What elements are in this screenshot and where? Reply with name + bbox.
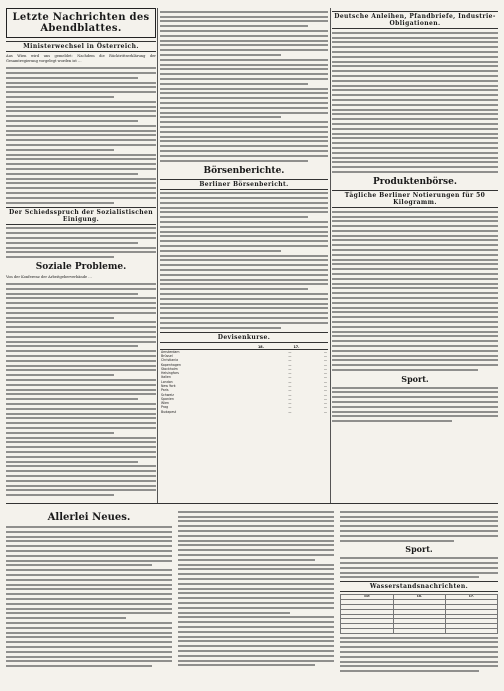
article-body [6,67,156,203]
article-body [6,526,172,667]
article-body [332,387,498,423]
table-cell: — [323,396,327,401]
table-cell: — [288,392,292,397]
table-cell: Stockholm [161,366,178,371]
section-heading: Sport. [401,373,429,384]
table-cell: — [323,371,327,376]
table-cell: — [288,388,292,393]
article-body [340,557,498,578]
table-cell: — [288,405,292,410]
table-title: Devisenkurse. [160,332,328,343]
table-header: 17. [292,345,328,350]
table-cell: — [288,383,292,388]
table-cell: — [288,349,292,354]
article-body [340,511,498,542]
table-cell: — [288,366,292,371]
table-title: Deutsche Anleihen, Pfandbriefe, Industrie-Obligationen. [332,11,498,29]
table-cell: — [288,375,292,380]
header-title: Letzte Nachrichten des Abendblattes. [12,12,150,34]
header-box [6,8,156,38]
section-heading: Allerlei Neues. [47,512,131,523]
subsection-heading: Tägliche Berliner Notierungen für 50 Kilogramm. [332,190,498,208]
table-cell: — [288,362,292,367]
table-cell: Brüssel [161,353,173,358]
table-cell: — [288,358,292,363]
article-body [178,511,334,667]
section-heading: Börsenberichte. [203,165,285,176]
table-cell: Paris [161,388,169,393]
table-cell: Prag [161,405,169,410]
table-cell: — [323,358,327,363]
table-title: Wasserstandsnachrichten. [340,581,498,592]
article-lead: Aus Wien wird uns gemeldet: Nachdem die Rücktrittserklärung der Gesamtregierung vorgelegt worden ist … [6,54,156,64]
table-cell: Schweiz [161,392,174,397]
exchange-rate-table [160,345,328,414]
table-cell: — [323,392,327,397]
table-cell: — [323,401,327,406]
column-bottom-right [340,508,498,675]
table-cell: London [161,379,173,384]
bond-table [332,32,498,173]
column-middle [160,8,328,414]
table-cell: — [323,379,327,384]
table-cell: — [288,401,292,406]
table-cell: — [323,362,327,367]
table-cell: — [323,409,327,414]
column-divider [157,8,158,503]
section-heading: Soziale Probleme. [35,262,127,273]
table-cell: — [323,349,327,354]
table-header: 18. [257,345,293,350]
table-cell: — [323,375,327,380]
table-cell: Christiania [161,358,179,363]
column-bottom-left [6,508,172,670]
article-body [160,192,328,328]
table-cell: Italien [161,375,171,380]
article-body [340,637,498,673]
column-bottom-middle [178,508,334,669]
table-cell: Spanien [161,396,174,401]
table-cell: Kopenhagen [161,362,181,367]
table-cell: — [288,379,292,384]
water-level-table [340,594,498,633]
section-heading: Ministerwechsel in Österreich. [6,41,156,52]
column-left [6,8,156,499]
article-body [160,11,328,162]
article-lead: Von der Konferenz der Arbeitgeberverbände … [6,275,92,280]
table-cell: Budapest [161,409,177,414]
table-header: 17. [445,595,497,600]
table-header: 18. [393,595,445,600]
subsection-heading: Berliner Börsenbericht. [160,179,328,190]
table-cell: New York [161,383,176,388]
column-right [332,8,498,425]
column-divider [330,8,331,503]
table-cell: — [323,388,327,393]
table-cell: Wien [161,401,169,406]
table-cell: Amsterdam [161,349,180,354]
section-heading: Sport. [405,544,433,555]
table-cell: Helsingfors [161,371,179,376]
table-cell: — [323,383,327,388]
table-cell: — [288,353,292,358]
article-body [6,283,156,496]
section-heading: Der Schiedsspruch der Sozialistischen Einigung. [6,207,156,225]
table-cell: — [323,353,327,358]
commodity-table [332,211,498,371]
table-cell: — [288,409,292,414]
section-heading: Produktenbörse. [373,176,457,187]
table-cell: — [323,405,327,410]
table-cell: — [323,366,327,371]
table-cell: — [288,371,292,376]
bottom-section [6,503,498,599]
table-header: Ort [341,595,394,600]
article-body [6,227,156,258]
table-cell: — [288,396,292,401]
table-row [160,410,328,414]
